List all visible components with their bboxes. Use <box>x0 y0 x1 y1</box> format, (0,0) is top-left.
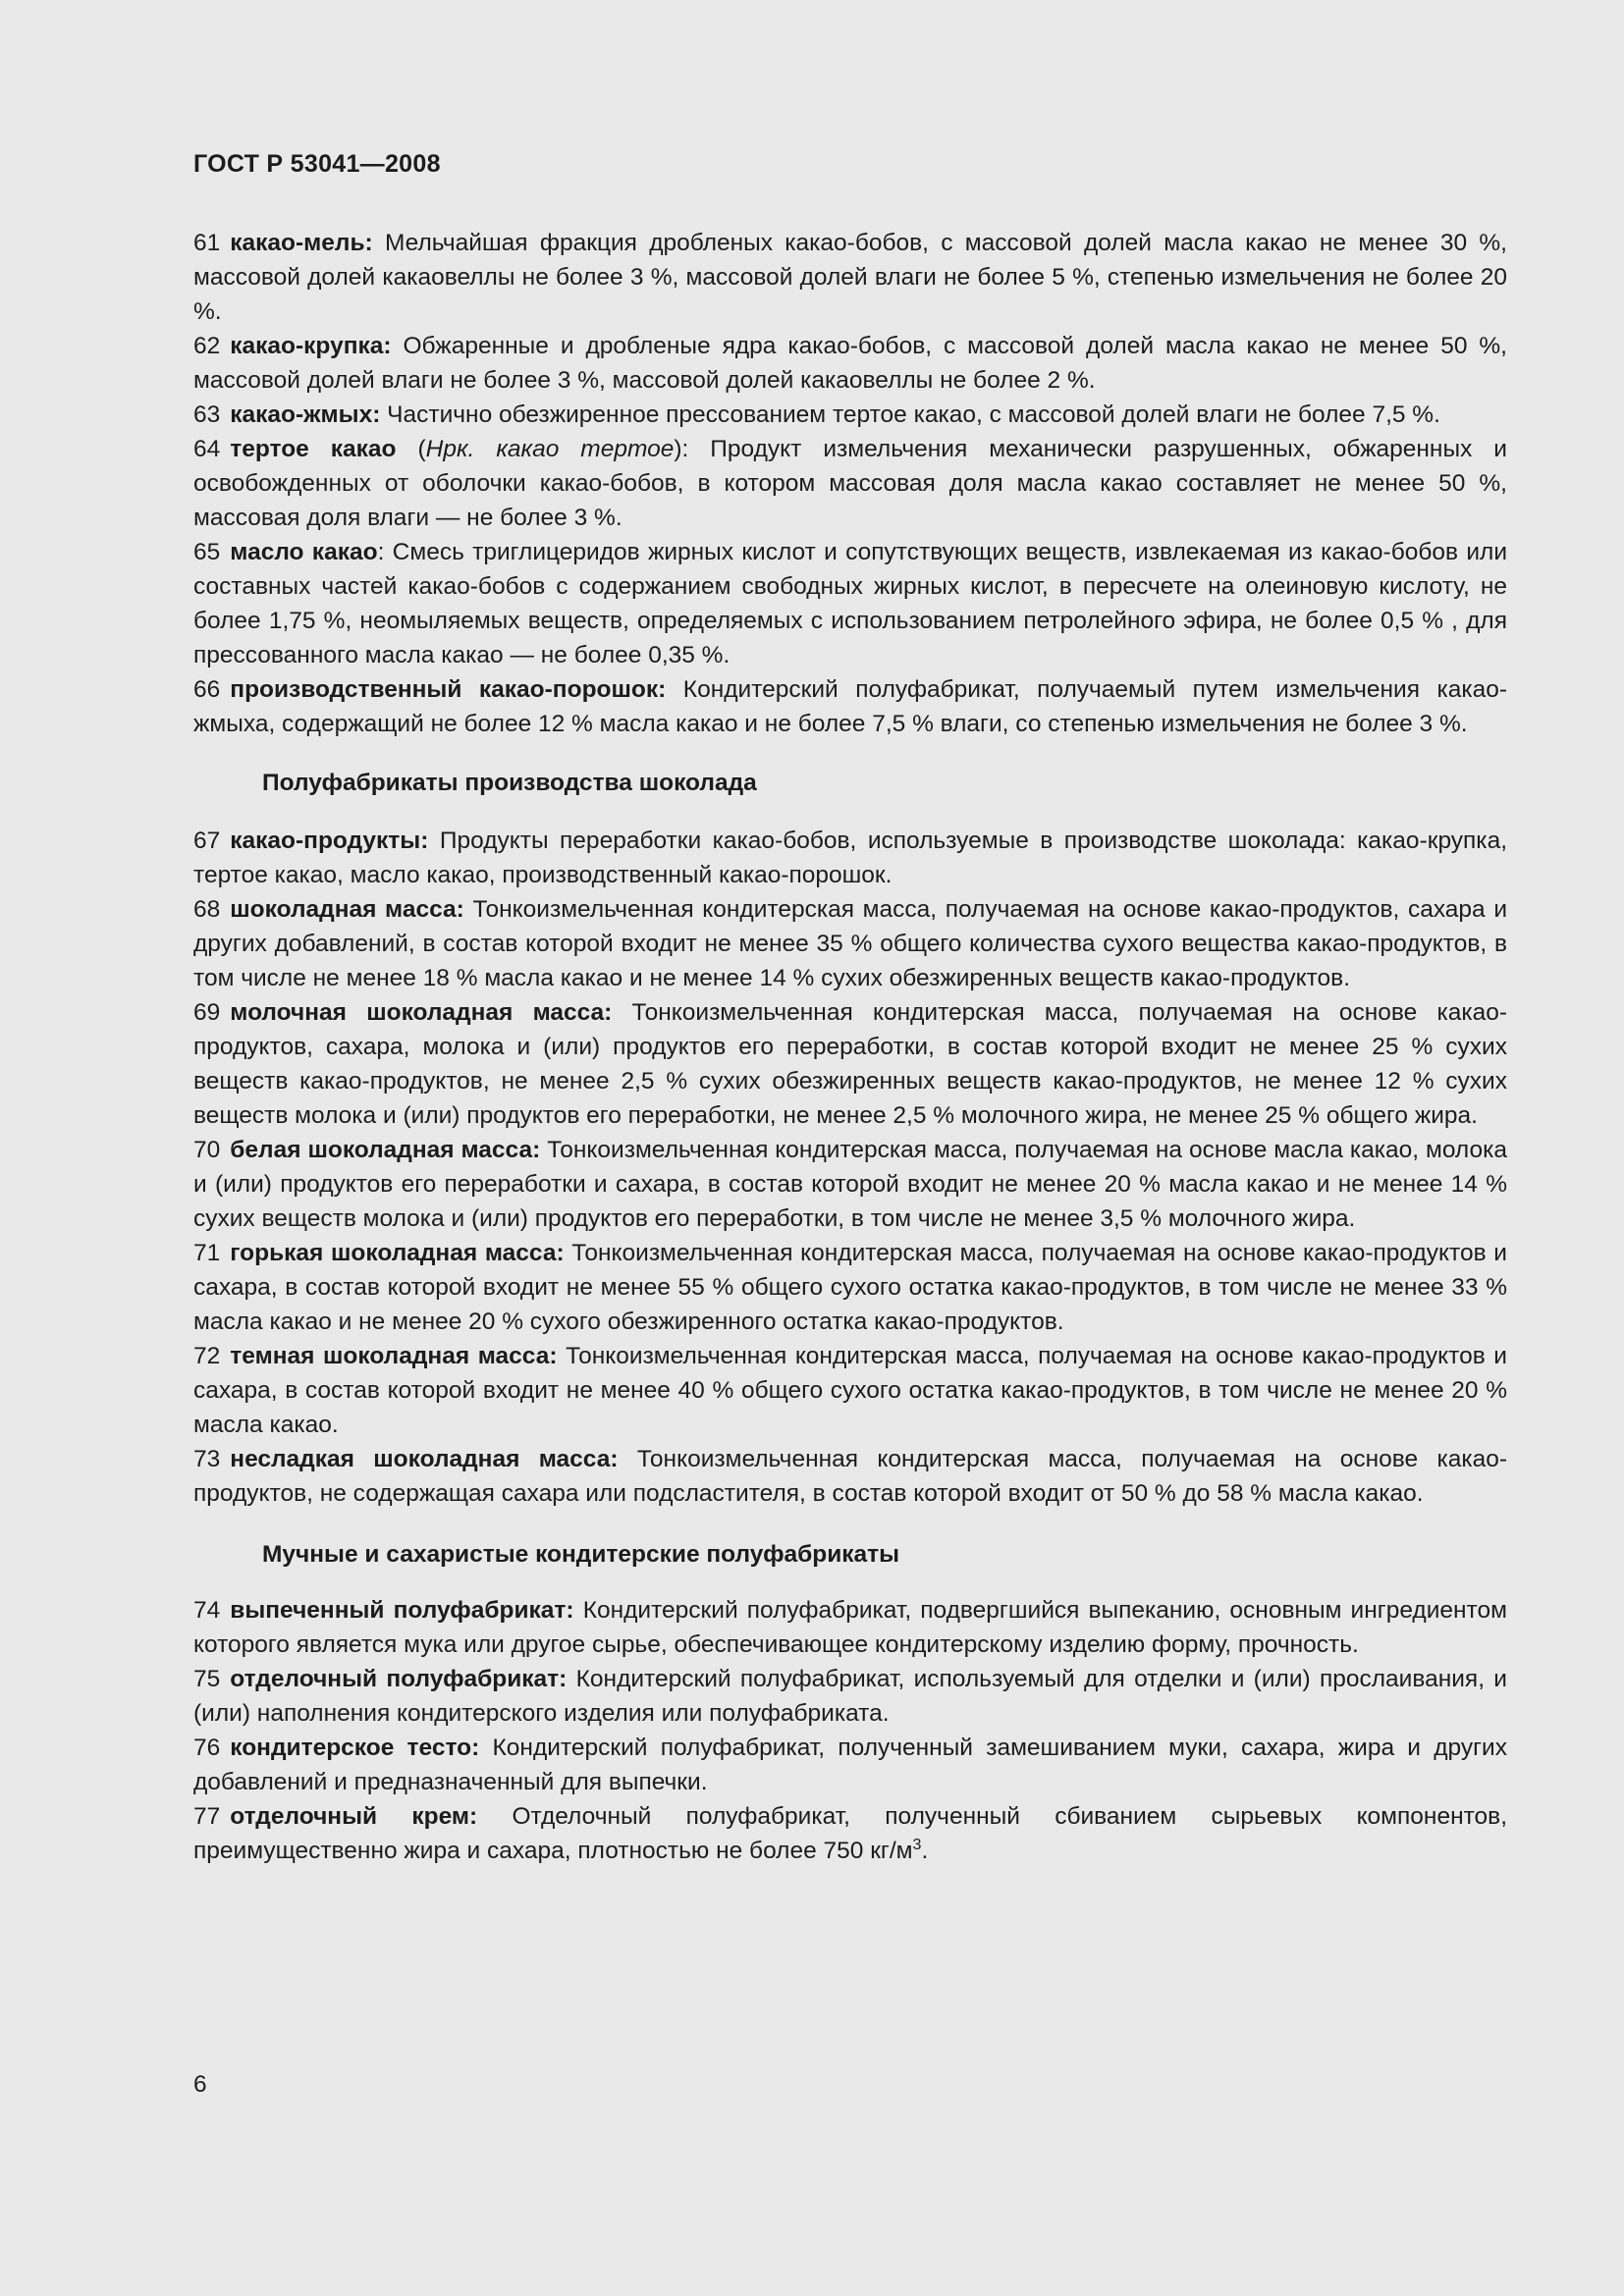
term-entry <box>193 1442 1507 1511</box>
term-name: отделочный крем: <box>230 1803 478 1830</box>
term-name: масло какао <box>230 539 378 565</box>
term-entry <box>193 329 1507 398</box>
term-definition: Тонкоизмельченная кондитерская масса, получаемая на основе масла какао, молока и (или) продуктов его переработки и сахара, в состав которой входит не менее 20 % масла какао и не менее 14 % сухих веществ молока и (или) продуктов его переработки, в том числе не менее 3,5 % молочного жира. <box>193 1137 1507 1232</box>
term-number: 62 <box>193 333 221 359</box>
section-heading-flour: Мучные и сахаристые кондитерские полуфабрикаты <box>262 1541 900 1568</box>
term-name: тертое какао <box>230 436 397 462</box>
term-entry <box>193 398 1507 432</box>
term-definition: Отделочный полуфабрикат, полученный сбиванием сырьевых компонентов, преимущественно жира и сахара, плотностью не более 750 кг/м <box>193 1803 1508 1864</box>
term-number: 71 <box>193 1240 221 1266</box>
term-number: 65 <box>193 539 221 565</box>
term-entry <box>193 535 1507 672</box>
term-name: горькая шоколадная масса: <box>230 1240 565 1266</box>
document-header: ГОСТ Р 53041—2008 <box>193 150 441 178</box>
unit-superscript: 3 <box>912 1837 922 1853</box>
term-definition: Продукты переработки какао-бобов, используемые в производстве шоколада: какао-крупка, тертое какао, масло какао, производственный какао-порошок. <box>193 828 1507 888</box>
term-entry <box>193 1236 1507 1339</box>
term-entry <box>193 1662 1507 1731</box>
term-number: 77 <box>193 1803 221 1830</box>
term-number: 75 <box>193 1666 221 1692</box>
term-definition: Кондитерский полуфабрикат, полученный замешиванием муки, сахара, жира и других добавлений и предназначенный для выпечки. <box>193 1735 1507 1795</box>
term-name: какао-жмых: <box>230 401 381 428</box>
term-name: производственный какао-порошок: <box>230 676 667 703</box>
term-entry <box>193 892 1507 995</box>
terms-group-cocoa <box>193 226 1507 741</box>
term-name: какао-продукты: <box>230 828 429 854</box>
term-number: 76 <box>193 1735 221 1761</box>
document-body <box>193 226 1507 1868</box>
term-definition: Тонкоизмельченная кондитерская масса, получаемая на основе какао-продуктов и сахара, в состав которой входит не менее 55 % общего сухого остатка какао-продуктов, в том числе не менее 33 % масла какао и не менее 20 % сухого обезжиренного остатка какао-продуктов. <box>193 1240 1507 1335</box>
term-name: какао-мель: <box>230 230 373 256</box>
term-definition: Тонкоизмельченная кондитерская масса, получаемая на основе какао-продуктов, сахара и других добавлений, в состав которой входит не менее 35 % общего количества сухого вещества какао-продуктов, в том числе не менее 18 % масла какао и не менее 14 % сухих обезжиренных веществ какао-продуктов. <box>193 896 1508 991</box>
term-name: шоколадная масса: <box>230 896 464 923</box>
section-heading-chocolate: Полуфабрикаты производства шоколада <box>262 770 757 796</box>
term-name: кондитерское тесто: <box>230 1735 480 1761</box>
term-number: 61 <box>193 230 221 256</box>
term-definition: Тонкоизмельченная кондитерская масса, получаемая на основе какао-продуктов, не содержащая сахара или подсластителя, в состав которой входит от 50 % до 58 % масла какао. <box>193 1446 1507 1507</box>
term-entry <box>193 1731 1507 1799</box>
term-name: какао-крупка: <box>230 333 392 359</box>
term-definition: : Смесь триглицеридов жирных кислот и сопутствующих веществ, извлекаемая из какао-бобов или составных частей какао-бобов с содержанием свободных жирных кислот, в пересчете на олеиновую кислоту, не более 1,75 %, неомыляемых веществ, определяемых с использованием петролейного эфира, не более 0,5 % , для прессованного масла какао — не более 0,35 %. <box>193 539 1507 668</box>
term-definition: Кондитерский полуфабрикат, используемый для отделки и (или) прослаивания, и (или) наполнения кондитерского изделия или полуфабриката. <box>193 1666 1507 1727</box>
term-number: 74 <box>193 1597 221 1624</box>
term-number: 67 <box>193 828 221 854</box>
term-entry <box>193 1133 1507 1236</box>
term-entry <box>193 1339 1507 1442</box>
term-number: 68 <box>193 896 221 923</box>
term-entry <box>193 432 1507 535</box>
term-entry <box>193 1799 1507 1868</box>
term-name: выпеченный полуфабрикат: <box>230 1597 574 1624</box>
term-entry <box>193 995 1507 1133</box>
terms-group-flour <box>193 1593 1507 1868</box>
term-definition: ): Продукт измельчения механически разрушенных, обжаренных и освобожденных от оболочки какао-бобов, в котором массовая доля масла какао составляет не менее 50 %, массовая доля влаги — не более 3 %. <box>193 436 1507 531</box>
term-number: 63 <box>193 401 221 428</box>
term-number: 69 <box>193 999 221 1026</box>
term-entry <box>193 1593 1507 1662</box>
term-definition: Тонкоизмельченная кондитерская масса, получаемая на основе какао-продуктов и сахара, в состав которой входит не менее 40 % общего сухого остатка какао-продуктов, в том числе не менее 20 % масла какао. <box>193 1343 1507 1438</box>
term-definition: Тонкоизмельченная кондитерская масса, получаемая на основе какао-продуктов, сахара, молока и (или) продуктов его переработки, в состав которой входит не менее 25 % сухих веществ какао-продуктов, не менее 2,5 % сухих обезжиренных веществ какао-продуктов, не менее 12 % сухих веществ молока и (или) продуктов его переработки, не менее 2,5 % молочного жира, не менее 25 % общего жира. <box>193 999 1507 1129</box>
term-number: 66 <box>193 676 221 703</box>
term-name: отделочный полуфабрикат: <box>230 1666 568 1692</box>
term-entry <box>193 226 1507 329</box>
terms-group-chocolate <box>193 824 1507 1511</box>
term-definition: Частично обезжиренное прессованием тертое какао, с массовой долей влаги не более 7,5 %. <box>380 401 1440 428</box>
term-name: белая шоколадная масса: <box>230 1137 541 1163</box>
term-text-prefix: ( <box>396 436 426 462</box>
term-definition: Мельчайшая фракция дробленых какао-бобов, с массовой долей масла какао не менее 30 %, массовой долей какаовеллы не более 3 %, массовой долей влаги не более 5 %, степенью измельчения не более 20 %. <box>193 230 1507 325</box>
term-definition: Кондитерский полуфабрикат, получаемый путем измельчения какао-жмыха, содержащий не более 12 % масла какао и не более 7,5 % влаги, со степенью измельчения не более 3 %. <box>193 676 1507 737</box>
term-number: 73 <box>193 1446 221 1472</box>
term-text-suffix: . <box>921 1838 929 1864</box>
term-definition: Обжаренные и дробленые ядра какао-бобов, с массовой долей масла какао не менее 50 %, массовой долей влаги не более 3 %, массовой долей какаовеллы не более 2 %. <box>193 333 1507 394</box>
term-abbreviation: Нрк. какао тертое <box>425 436 675 462</box>
term-number: 72 <box>193 1343 221 1369</box>
page-number: 6 <box>193 2071 207 2098</box>
term-name: молочная шоколадная масса: <box>230 999 613 1026</box>
term-name: несладкая шоколадная масса: <box>230 1446 619 1472</box>
term-name: темная шоколадная масса: <box>230 1343 558 1369</box>
term-number: 64 <box>193 436 221 462</box>
term-entry <box>193 824 1507 892</box>
term-number: 70 <box>193 1137 221 1163</box>
term-definition: Кондитерский полуфабрикат, подвергшийся выпеканию, основным ингредиентом которого является мука или другое сырье, обеспечивающее кондитерскому изделию форму, прочность. <box>193 1597 1507 1658</box>
term-entry <box>193 672 1507 741</box>
